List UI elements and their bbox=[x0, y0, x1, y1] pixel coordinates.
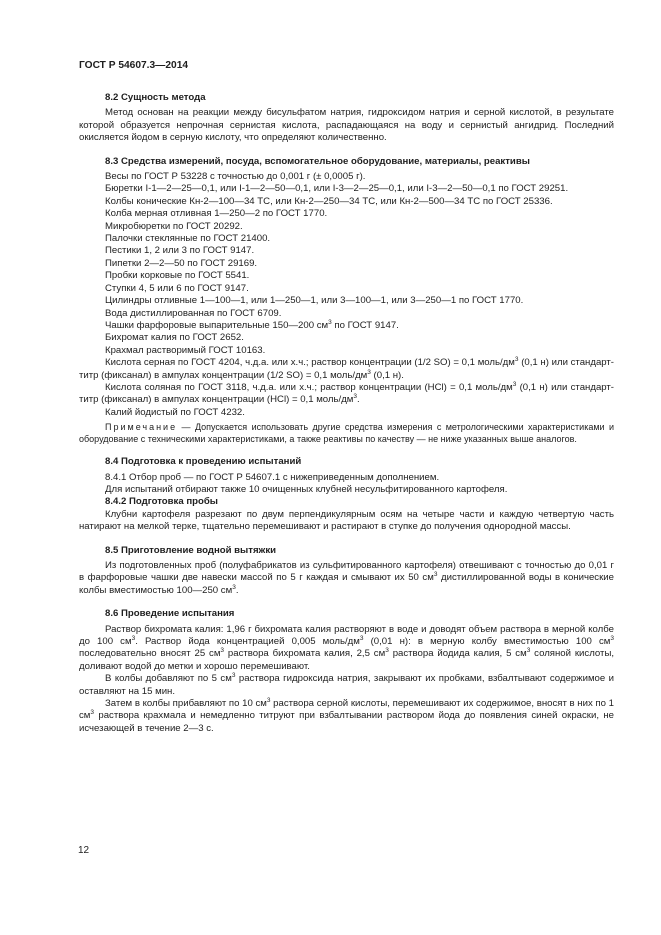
equipment-item: Чашки фарфоровые выпарительные 150—200 $см^3$ по ГОСТ 9147. bbox=[105, 318, 399, 331]
section-8-5-title: 8.5 Приготовление водной вытяжки bbox=[105, 544, 277, 556]
section-8-3-title: 8.3 Средства измерений, посуда, вспомогательное оборудование, материалы, реактивы bbox=[105, 155, 530, 167]
equipment-item: Пипетки 2—2—50 по ГОСТ 29169. bbox=[105, 257, 258, 269]
equipment-item: Бюретки I-1—2—25—0,1, или I-1—2—50—0,1, или I-3—2—25—0,1, или I-3—2—50—0,1 по ГОСТ 29251. bbox=[105, 183, 569, 195]
equipment-item: Бихромат калия по ГОСТ 2652. bbox=[105, 332, 244, 344]
section-8-4-text: Клубни картофеля разрезают по двум перпендикулярным осям на четыре части и каждую четвертую часть натирают на мелкой терке, тщательно перемешивают и растирают в ступке до получения однородной массы. bbox=[79, 508, 614, 533]
equipment-item: Палочки стеклянные по ГОСТ 21400. bbox=[105, 233, 271, 245]
section-8-6-title: 8.6 Проведение испытания bbox=[105, 608, 235, 620]
section-8-2-text: Метод основан на реакции между бисульфатом натрия, гидроксидом натрия и серной кислотой, в результате которой образуется непрочная сернистая кислота, распадающаяся на воду и сернистый ангидрид. Последний окисляется йодом в серную кислоту, что определяют количественно. bbox=[79, 107, 614, 144]
page-number: 12 bbox=[78, 845, 90, 856]
section-8-4-text: 8.4.1 Отбор проб — по ГОСТ Р 54607.1 с нижеприведенным дополнением. bbox=[105, 471, 440, 483]
equipment-item: Цилиндры отливные 1—100—1, или 1—250—1, или 3—100—1, или 3—250—1 по ГОСТ 1770. bbox=[105, 295, 524, 307]
page-content bbox=[79, 92, 614, 735]
section-8-6-text: В колбы добавляют по 5 $см^3$ раствора гидроксида натрия, закрывают их пробками, взбалтывают содержимое и оставляют на 15 мин. bbox=[79, 672, 615, 697]
note-label: Примечание bbox=[105, 422, 178, 433]
section-8-4-text: Для испытаний отбирают также 10 очищенных клубней несульфитированного картофеля. bbox=[105, 483, 508, 495]
equipment-item: Вода дистиллированная по ГОСТ 6709. bbox=[105, 307, 282, 319]
equipment-item: Ступки 4, 5 или 6 по ГОСТ 9147. bbox=[105, 282, 249, 294]
section-8-2-title: 8.2 Сущность метода bbox=[105, 92, 206, 103]
equipment-item: Микробюретки по ГОСТ 20292. bbox=[105, 220, 243, 232]
section-8-4-title: 8.4 Подготовка к проведению испытаний bbox=[105, 456, 302, 468]
equipment-item: Крахмал растворимый ГОСТ 10163. bbox=[105, 344, 266, 356]
equipment-item: Весы по ГОСТ Р 53228 с точностью до 0,001 г (± 0,0005 г). bbox=[105, 171, 366, 183]
note: Примечание — Допускается использовать другие средства измерения с метрологическими характеристиками и оборудование с техническими характеристиками, а также реактивы по качеству — не ниже указанных выше аналогов. bbox=[79, 422, 614, 444]
section-8-5-text: Из подготовленных проб (полуфабрикатов из сульфитированного картофеля) отвешивают с точностью до 0,01 г в фарфоровые чашки две навески массой по 5 г каждая и смывают их 50 $см^3$ дистиллированной воды в конические колбы вместимостью 100—250 $см^3$. bbox=[79, 560, 614, 596]
equipment-item: Колбы конические Кн-2—100—34 ТС, или Кн-2—250—34 ТС, или Кн-2—500—34 ТС по ГОСТ 25336. bbox=[105, 195, 553, 207]
equipment-item: Пестики 1, 2 или 3 по ГОСТ 9147. bbox=[105, 245, 255, 257]
subsection-8-4-2-title: 8.4.2 Подготовка пробы bbox=[105, 496, 218, 508]
standard-header: ГОСТ Р 54607.3—2014 bbox=[79, 60, 189, 71]
equipment-item: Кислота соляная по ГОСТ 3118, ч.д.а. или х.ч.; раствор концентрации (HCl) = 0,1 моль/$дм^3$ (0,1 н) или стандарт-титр (фиксанал) в ампулах концентрации (HCl) = 0,1 моль/$дм^3$. bbox=[79, 380, 614, 406]
section-8-6-text: Раствор бихромата калия: 1,96 г бихромата калия растворяют в воде и доводят объем раствора в мерной колбе до 100 $см^3$. Раствор йода концентрацией 0,005 моль/$дм^3$ (0,01 н): в мерную колбу вместимостью 100 $см^3$ последовательно вносят 25 $см^3$ раствора бихромата калия, 2,5 $см^3$ раствора йодида калия, 5 $см^3$ соляной кислоты, доливают водой до метки и хорошо перемешивают. bbox=[79, 623, 615, 672]
equipment-item: Пробки корковые по ГОСТ 5541. bbox=[105, 270, 250, 282]
equipment-item: Калий йодистый по ГОСТ 4232. bbox=[105, 406, 245, 418]
equipment-item: Колба мерная отливная 1—250—2 по ГОСТ 1770. bbox=[105, 208, 328, 220]
section-8-6-text: Затем в колбы прибавляют по 10 $см^3$ раствора серной кислоты, перемешивают их содержимое, вносят в них по 1 $см^3$ раствора крахмала и немедленно титруют при взбалтывании раствором йода до появления синей окраски, не исчезающей в течение 2—3 с. bbox=[79, 697, 614, 734]
equipment-item: Кислота серная по ГОСТ 4204, ч.д.а. или х.ч.; раствор концентрации (1/2 SO) = 0,1 моль/$дм^3$ (0,1 н) или стандарт-титр (фиксанал) в ампулах концентрации (1/2 SO) = 0,1 моль/$дм^3$ (0,1 н). bbox=[79, 356, 614, 381]
